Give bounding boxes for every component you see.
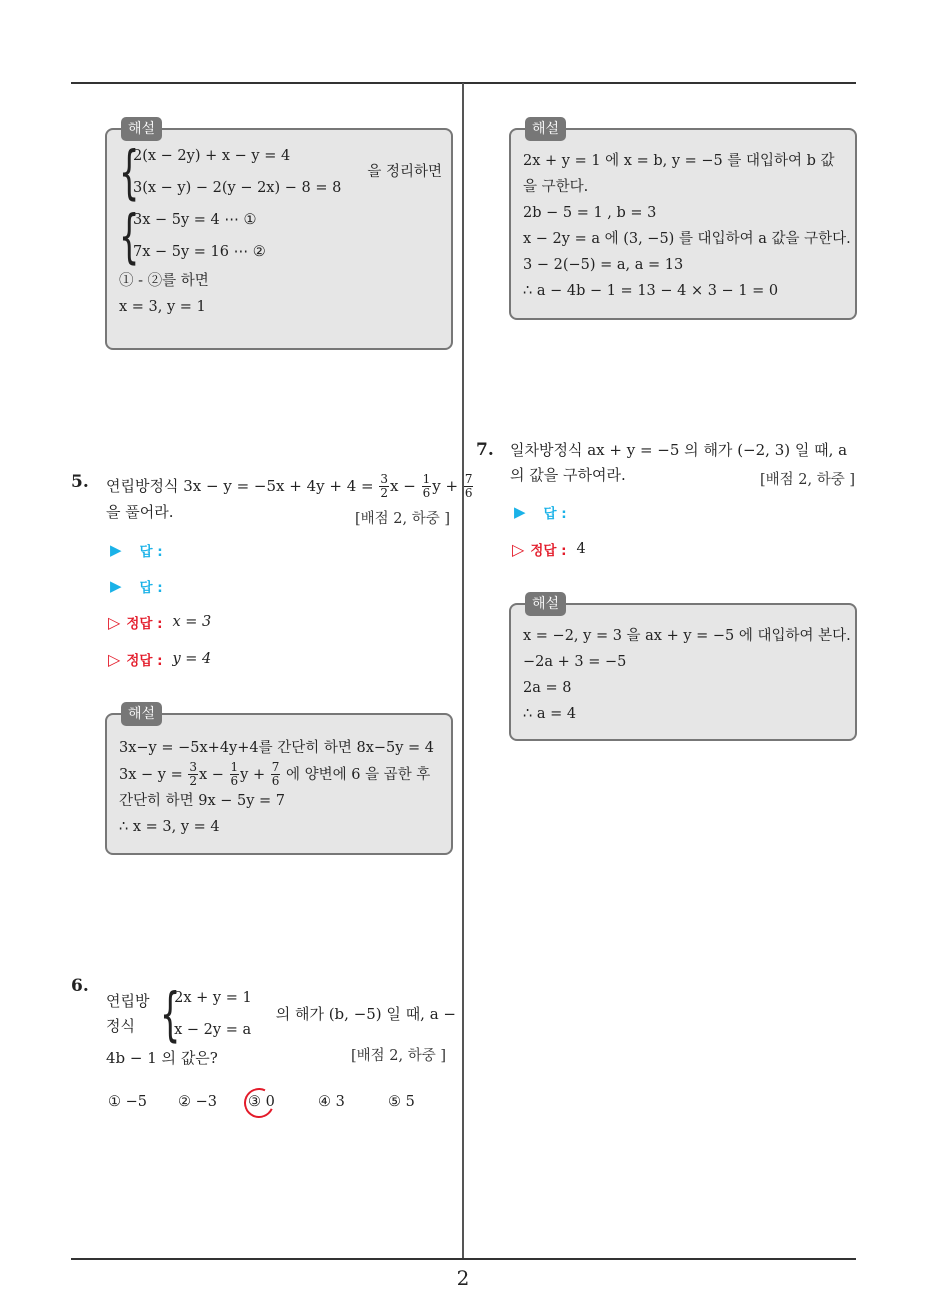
answer-label: 답 : <box>543 506 567 522</box>
solution-line: 2b − 5 = 1 , b = 3 <box>523 205 657 221</box>
solution-box-q5 <box>105 706 453 855</box>
fraction: $\frac{7}{6}$ <box>464 472 473 500</box>
correct-label: 정답 : <box>530 543 567 559</box>
triangle-outline-icon: ▷ <box>512 539 525 559</box>
choice-1[interactable]: ① −5 <box>108 1094 147 1110</box>
page-number: 2 <box>456 1266 470 1290</box>
solution-line: 3x−y = −5x+4y+4를 간단히 하면 8x−5y = 4 <box>119 740 435 756</box>
play-icon: ▶ <box>110 577 122 595</box>
brace-icon: { <box>160 980 181 1048</box>
solution-line: ∴ x = 3, y = 4 <box>119 819 220 835</box>
triangle-outline-icon: ▷ <box>108 612 121 632</box>
answer-row <box>110 576 163 596</box>
answer-row <box>110 540 163 560</box>
answer-label: 답 : <box>139 580 163 596</box>
correct-label: 정답 : <box>126 616 163 632</box>
column-divider <box>462 83 464 1258</box>
brace-icon: { <box>119 138 140 206</box>
correct-value: x = 3 <box>172 614 212 630</box>
fraction: $\frac{1}{6}$ <box>422 472 431 500</box>
choice-3[interactable]: ③ 0 <box>248 1094 318 1110</box>
points-label: [배점 2, 하중 ] <box>351 1048 447 1064</box>
equation-system-1 <box>119 140 443 204</box>
solution-box-q6 <box>509 121 857 320</box>
correct-value: 4 <box>576 541 586 557</box>
solution-line: x = 3, y = 1 <box>119 299 206 315</box>
solution-box-q4 <box>105 121 453 350</box>
system1-note: 을 정리하면 <box>367 164 442 180</box>
question-number: 6. <box>71 976 89 996</box>
brace-icon: { <box>119 202 140 270</box>
solution-line: 2a = 8 <box>523 680 572 696</box>
fraction: $\frac{3}{2}$ <box>380 472 389 500</box>
solution-tag: 해설 <box>525 592 566 616</box>
answer-row <box>514 502 567 522</box>
system1-eq1: 2(x − 2y) + x − y = 4 <box>133 148 291 164</box>
play-icon: ▶ <box>514 503 526 521</box>
system2-eq2: 7x − 5y = 16 ⋯ ② <box>133 244 266 260</box>
fraction: $\frac{7}{6}$ <box>271 760 280 788</box>
q5-text-line2: 을 풀어라. <box>106 503 174 521</box>
question-number: 5. <box>71 472 89 492</box>
solution-line: x = −2, y = 3 을 ax + y = −5 에 대입하여 본다. <box>523 628 851 644</box>
choice-2[interactable]: ② −3 <box>178 1094 217 1110</box>
q6-system-eq1: 2x + y = 1 <box>174 990 252 1006</box>
choice-5[interactable]: ⑤ 5 <box>388 1094 415 1110</box>
solution-line: ∴ a = 4 <box>523 706 577 722</box>
answer-label: 답 : <box>139 544 163 560</box>
correct-value: y = 4 <box>172 651 212 667</box>
q6-line2: 4b − 1 의 값은? <box>106 1049 218 1067</box>
choice-list <box>108 1094 458 1110</box>
solution-line: 3 − 2(−5) = a, a = 13 <box>523 257 684 273</box>
q6-prefix: 연립방정식 <box>106 992 150 1035</box>
fraction: $\frac{3}{2}$ <box>189 760 197 788</box>
correct-answer-row <box>512 539 586 559</box>
solution-box-q7 <box>509 596 857 741</box>
play-icon: ▶ <box>110 541 122 559</box>
system1-eq2: 3(x − y) − 2(y − 2x) − 8 = 8 <box>133 180 342 196</box>
solution-line: 간단히 하면 9x − 5y = 7 <box>119 793 286 809</box>
system2-eq1: 3x − 5y = 4 ⋯ ① <box>133 212 257 228</box>
solution-line: 2x + y = 1 에 x = b, y = −5 를 대입하여 b 값을 구한다. <box>523 153 835 195</box>
question-text: 일차방정식 ax + y = −5 의 해가 (−2, 3) 일 때, a 의 값을 구하여라. <box>510 441 848 484</box>
points-label: [배점 2, 하중 ] <box>760 472 856 488</box>
solution-line: 3x − y = $\frac{3}{2}$ x − $\frac{1}{6}$ y + $\frac{7}{6}$ 에 양변에 6 을 곱한 후 <box>119 760 431 788</box>
solution-line: ① - ②를 하면 <box>119 273 209 289</box>
q5-text-mid: y + <box>432 477 459 495</box>
q5-text-mid: x − <box>390 477 416 495</box>
choice-4[interactable]: ④ 3 <box>318 1094 345 1110</box>
correct-answer-row <box>108 612 211 632</box>
fraction: $\frac{1}{6}$ <box>230 760 239 788</box>
correct-label: 정답 : <box>126 653 163 669</box>
q5-text-prefix: 연립방정식 3x − y = −5x + 4y + 4 = <box>106 477 374 495</box>
solution-tag: 해설 <box>525 117 566 141</box>
equation-system-2 <box>119 204 443 268</box>
solution-tag: 해설 <box>121 702 162 726</box>
points-label: [배점 2, 하중 ] <box>355 511 451 527</box>
correct-answer-row <box>108 649 211 669</box>
solution-line: −2a + 3 = −5 <box>523 654 627 670</box>
q6-system-eq2: x − 2y = a <box>174 1022 252 1038</box>
bottom-rule <box>71 1258 856 1260</box>
question-number: 7. <box>476 440 494 460</box>
solution-tag: 해설 <box>121 117 162 141</box>
solution-line: ∴ a − 4b − 1 = 13 − 4 × 3 − 1 = 0 <box>523 283 779 299</box>
triangle-outline-icon: ▷ <box>108 649 121 669</box>
solution-line: x − 2y = a 에 (3, −5) 를 대입하여 a 값을 구한다. <box>523 231 851 247</box>
q6-suffix: 의 해가 (b, −5) 일 때, a − <box>275 1004 456 1023</box>
red-circle-mark-icon <box>240 1084 278 1122</box>
